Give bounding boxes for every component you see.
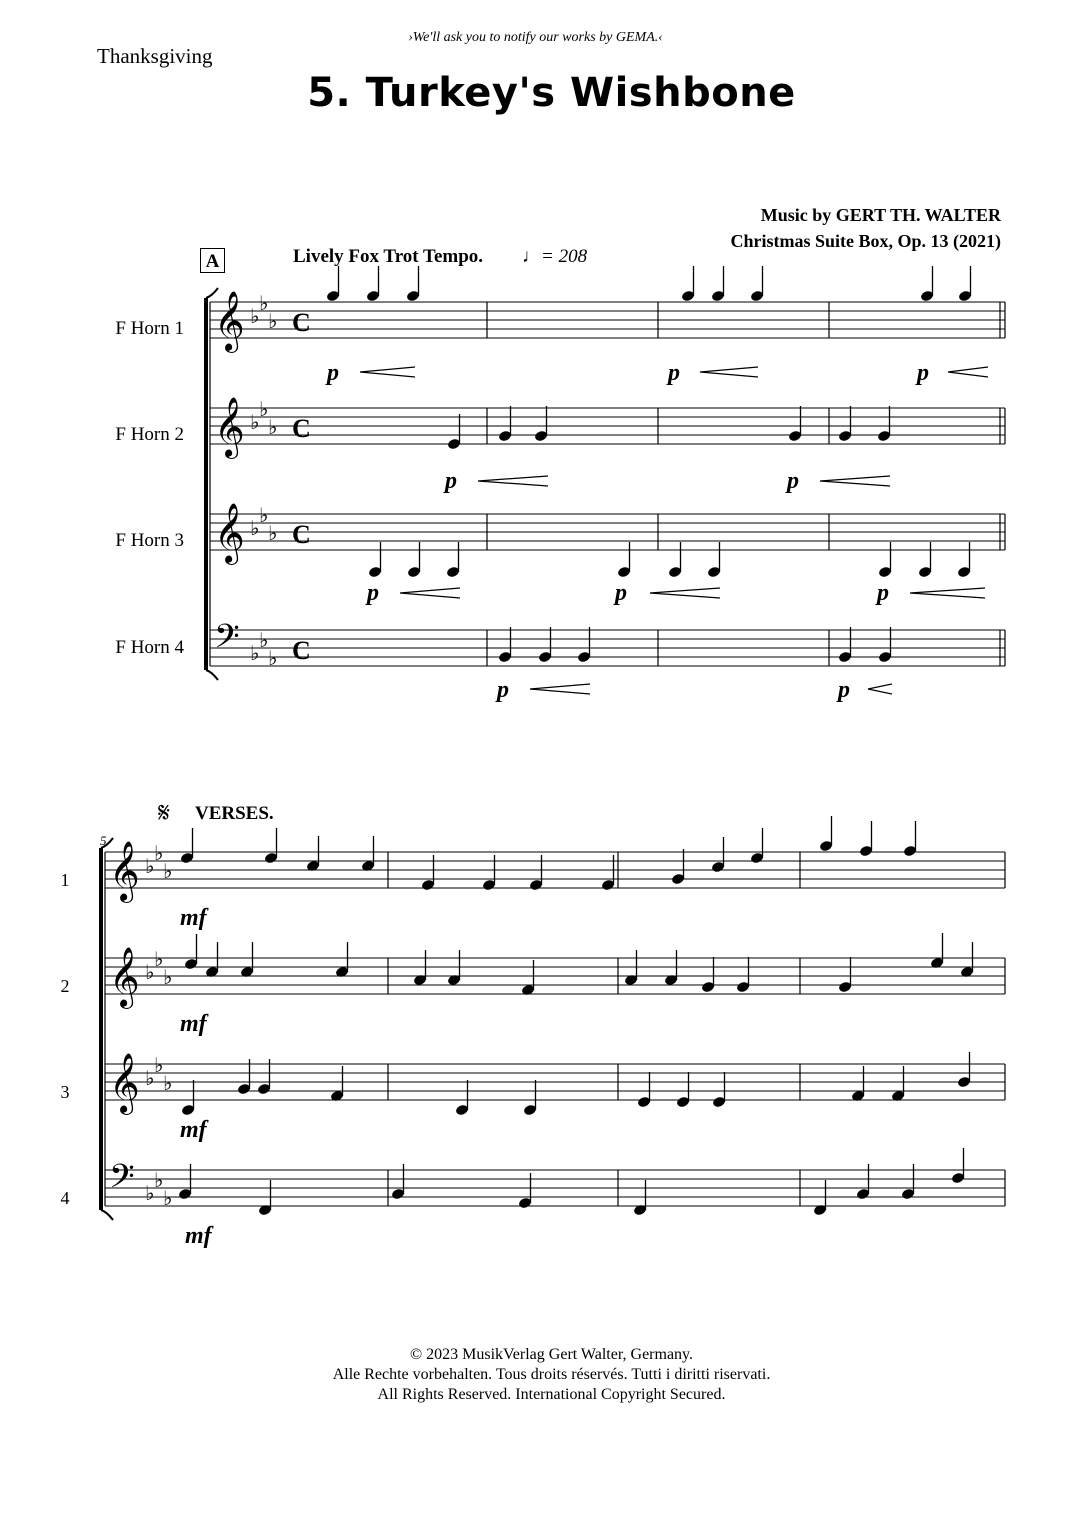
copyright-line-3: All Rights Reserved. International Copyright Secured.	[377, 1386, 726, 1403]
rehearsal-mark: A	[200, 248, 225, 273]
flat-icon: ♭	[250, 641, 260, 665]
dynamic-marking: p	[497, 677, 509, 703]
staff-number-2: 2	[60, 976, 70, 996]
instrument-label-horn4: F Horn 4	[115, 637, 184, 658]
staff-number-3: 3	[60, 1082, 70, 1102]
instrument-label-horn2: F Horn 2	[115, 424, 184, 445]
flat-icon: ♭	[154, 1053, 164, 1077]
time-signature: C	[292, 308, 311, 337]
crescendo-hairpin	[478, 476, 548, 486]
flat-icon: ♭	[154, 841, 164, 865]
instrument-label-horn3: F Horn 3	[115, 530, 184, 551]
section-label-verses: VERSES.	[195, 803, 274, 824]
dynamic-marking: mf	[180, 905, 207, 931]
instrument-label-horn1: F Horn 1	[115, 318, 184, 339]
composer-name: Music by GERT TH. WALTER	[760, 205, 1001, 225]
dynamic-marking: p	[877, 580, 889, 606]
copyright-line-2: Alle Rechte vorbehalten. Tous droits réservés. Tutti i diritti riservati.	[332, 1366, 771, 1383]
flat-icon: ♭	[259, 628, 269, 652]
staff-number-1: 1	[60, 870, 70, 890]
crescendo-hairpin	[400, 588, 460, 598]
flat-icon: ♭	[268, 521, 278, 545]
crescendo-hairpin	[700, 367, 758, 377]
dynamic-marking: mf	[185, 1223, 212, 1249]
copyright-notice	[0, 1345, 1071, 1405]
crescendo-hairpin	[820, 476, 890, 486]
flat-icon: ♭	[259, 397, 269, 421]
quarter-note-icon: ♩	[522, 246, 541, 267]
flat-icon: ♭	[250, 304, 260, 328]
flat-icon: ♭	[163, 965, 173, 989]
flat-icon: ♭	[268, 415, 278, 439]
measure-number: 5	[100, 833, 107, 848]
tempo-value: = 208	[541, 246, 588, 267]
flat-icon: ♭	[250, 410, 260, 434]
crescendo-hairpin	[910, 588, 985, 598]
time-signature: C	[292, 414, 311, 443]
crescendo-hairpin	[650, 588, 720, 598]
treble-clef-icon: 𝄞	[214, 503, 245, 563]
flat-icon: ♭	[259, 291, 269, 315]
dynamic-marking: p	[367, 580, 379, 606]
segno-icon: 𝄋	[158, 798, 171, 829]
treble-clef-icon: 𝄞	[214, 397, 245, 457]
flat-icon: ♭	[145, 1181, 155, 1205]
bass-clef-icon: 𝄢	[109, 1158, 135, 1204]
flat-icon: ♭	[154, 947, 164, 971]
treble-clef-icon: 𝄞	[214, 291, 245, 351]
dynamic-marking: mf	[180, 1011, 207, 1037]
dynamic-marking: p	[668, 360, 680, 386]
dynamic-marking: p	[917, 360, 929, 386]
dynamic-marking: p	[327, 360, 339, 386]
category-label: Thanksgiving	[97, 44, 213, 68]
treble-clef-icon: 𝄞	[109, 841, 140, 901]
flat-icon: ♭	[145, 960, 155, 984]
flat-icon: ♭	[259, 503, 269, 527]
bracket-bottom	[206, 670, 218, 680]
dynamic-marking: p	[445, 468, 457, 494]
flat-icon: ♭	[154, 1168, 164, 1192]
flat-icon: ♭	[145, 1066, 155, 1090]
flat-icon: ♭	[163, 1071, 173, 1095]
crescendo-hairpin	[868, 684, 892, 694]
piece-title: 5. Turkey's Wishbone	[307, 70, 796, 116]
dynamic-marking: p	[615, 580, 627, 606]
gema-notice: ›We'll ask you to notify our works by GEMA.‹	[408, 30, 663, 45]
flat-icon: ♭	[268, 309, 278, 333]
time-signature: C	[292, 520, 311, 549]
dynamic-marking: p	[838, 677, 850, 703]
opus-info: Christmas Suite Box, Op. 13 (2021)	[730, 231, 1001, 251]
dynamic-marking: p	[787, 468, 799, 494]
bracket-bottom	[101, 1210, 113, 1220]
flat-icon: ♭	[268, 646, 278, 670]
flat-icon: ♭	[250, 516, 260, 540]
treble-clef-icon: 𝄞	[109, 1053, 140, 1113]
crescendo-hairpin	[530, 684, 590, 694]
copyright-line-1: © 2023 MusikVerlag Gert Walter, Germany.	[409, 1346, 694, 1363]
flat-icon: ♭	[163, 1186, 173, 1210]
treble-clef-icon: 𝄞	[109, 947, 140, 1007]
time-signature: C	[292, 636, 311, 665]
tempo-text: Lively Fox Trot Tempo.	[293, 246, 484, 267]
flat-icon: ♭	[163, 859, 173, 883]
crescendo-hairpin	[360, 367, 415, 377]
flat-icon: ♭	[145, 854, 155, 878]
bass-clef-icon: 𝄢	[214, 618, 240, 664]
staff-number-4: 4	[60, 1188, 70, 1208]
dynamic-marking: mf	[180, 1117, 207, 1143]
crescendo-hairpin	[948, 367, 988, 377]
